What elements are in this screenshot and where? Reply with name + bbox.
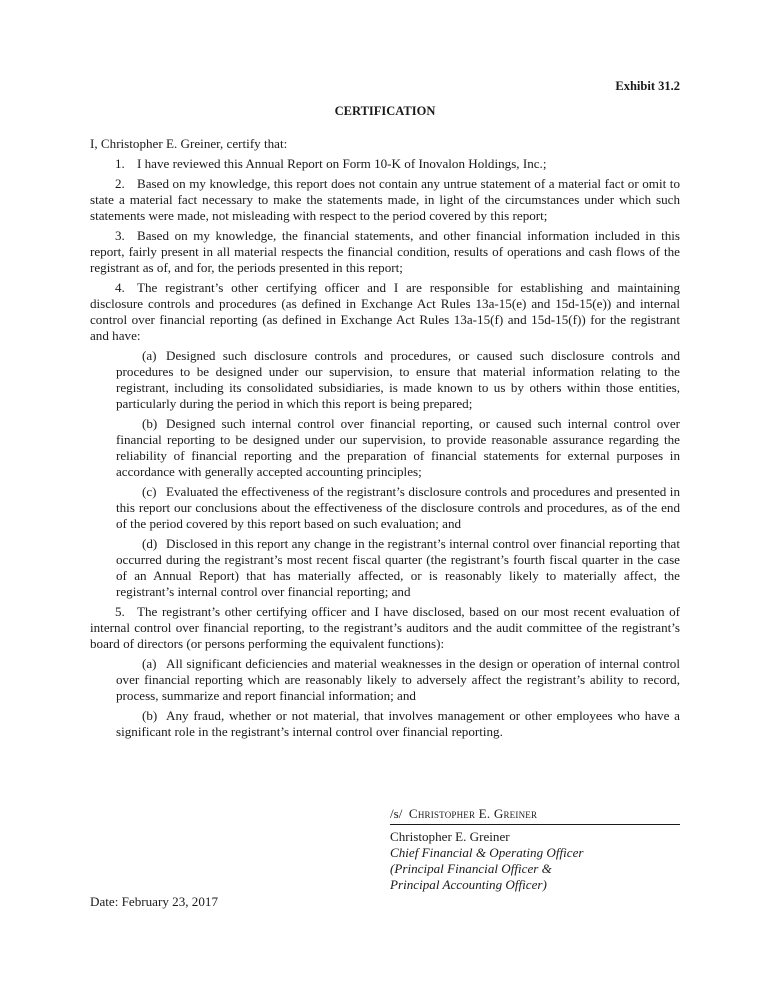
subparagraph-label: (a) [142,656,157,671]
certification-body [90,156,680,744]
paragraph-4 [90,280,680,344]
paragraph-text: The registrant’s other certifying officer and I are responsible for establishing and maintaining disclosure controls and procedures (as defined in Exchange Act Rules 13a-15(e) and 15d-15(e)) and internal control over financial reporting (as defined in Exchange Act Rules 13a-15(f) and 15d-15(f)) for the registrant and have: [90,280,680,343]
subparagraph-label: (b) [142,416,158,431]
subparagraph-label: (d) [142,536,158,551]
paragraph-text: I have reviewed this Annual Report on Form 10-K of Inovalon Holdings, Inc.; [137,156,547,171]
signature-line [390,806,680,825]
paragraph-text: The registrant’s other certifying officer and I have disclosed, based on our most recent evaluation of internal control over financial reporting, to the registrant’s auditors and the audit committee of the registrant’s board of directors (or persons performing the equivalent functions): [90,604,680,651]
subparagraph-text: Any fraud, whether or not material, that involves management or other employees who have a significant role in the registrant’s internal control over financial reporting. [116,708,680,739]
subparagraph-label: (a) [142,348,157,363]
signatory-title-line-3: Principal Accounting Officer) [390,877,547,892]
signature-block [390,806,680,893]
paragraph-5 [90,604,680,652]
signature-date: Date: February 23, 2017 [90,894,218,909]
signatory-title-line-2: (Principal Financial Officer & [390,861,552,876]
subparagraph-5b [116,708,680,740]
signature-conformed-name: Christopher E. Greiner [408,806,538,821]
paragraph-number: 4. [115,280,125,295]
intro-line: I, Christopher E. Greiner, certify that: [90,136,288,151]
subparagraph-text: Disclosed in this report any change in the registrant’s internal control over financial reporting that occurred during the registrant’s most recent fiscal quarter (the registrant’s fourth fiscal quarter in the case of an Annual Report) that has materially affected, or is reasonably likely to materially affect, the registrant’s internal control over financial reporting; and [116,536,680,599]
paragraph-3 [90,228,680,276]
subparagraph-4b [116,416,680,480]
paragraph-2 [90,176,680,224]
paragraph-number: 3. [115,228,125,243]
subparagraph-4d [116,536,680,600]
paragraph-text: Based on my knowledge, the financial statements, and other financial information included in this report, fairly present in all material respects the financial condition, results of operations and cash flows of the registrant as of, and for, the periods presented in this report; [90,228,680,275]
subparagraph-label: (c) [142,484,157,499]
subparagraph-text: All significant deficiencies and material weaknesses in the design or operation of internal control over financial reporting which are reasonably likely to adversely affect the registrant’s ability to record, process, summarize and report financial information; and [116,656,680,703]
subparagraph-text: Evaluated the effectiveness of the registrant’s disclosure controls and procedures and presented in this report our conclusions about the effectiveness of the disclosure controls and procedures, as of the end of the period covered by this report based on such evaluation; and [116,484,680,531]
subparagraph-4a [116,348,680,412]
paragraph-number: 1. [115,156,125,171]
subparagraph-text: Designed such disclosure controls and procedures, or caused such disclosure controls and procedures to be designed under our supervision, to ensure that material information relating to the registrant, including its consolidated subsidiaries, is made known to us by others within those entities, particularly during the period in which this report is being prepared; [116,348,680,411]
document-page [90,0,680,1000]
subparagraph-4c [116,484,680,532]
subparagraph-text: Designed such internal control over financial reporting, or caused such internal control over financial reporting to be designed under our supervision, to provide reasonable assurance regarding the reliability of financial reporting and the preparation of financial statements for external purposes in accordance with generally accepted accounting principles; [116,416,680,479]
signatory-title: Chief Financial & Operating Officer [390,845,584,860]
subparagraph-5a [116,656,680,704]
paragraph-1 [90,156,680,172]
paragraph-number: 2. [115,176,125,191]
paragraph-text: Based on my knowledge, this report does not contain any untrue statement of a material fact or omit to state a material fact necessary to make the statements made, in light of the circumstances under which such statements were made, not misleading with respect to the period covered by this report; [90,176,680,223]
exhibit-label: Exhibit 31.2 [615,79,680,93]
paragraph-number: 5. [115,604,125,619]
signatory-name: Christopher E. Greiner [390,829,510,844]
signature-prefix: /s/ [390,806,403,821]
document-title: CERTIFICATION [334,104,436,118]
subparagraph-label: (b) [142,708,158,723]
